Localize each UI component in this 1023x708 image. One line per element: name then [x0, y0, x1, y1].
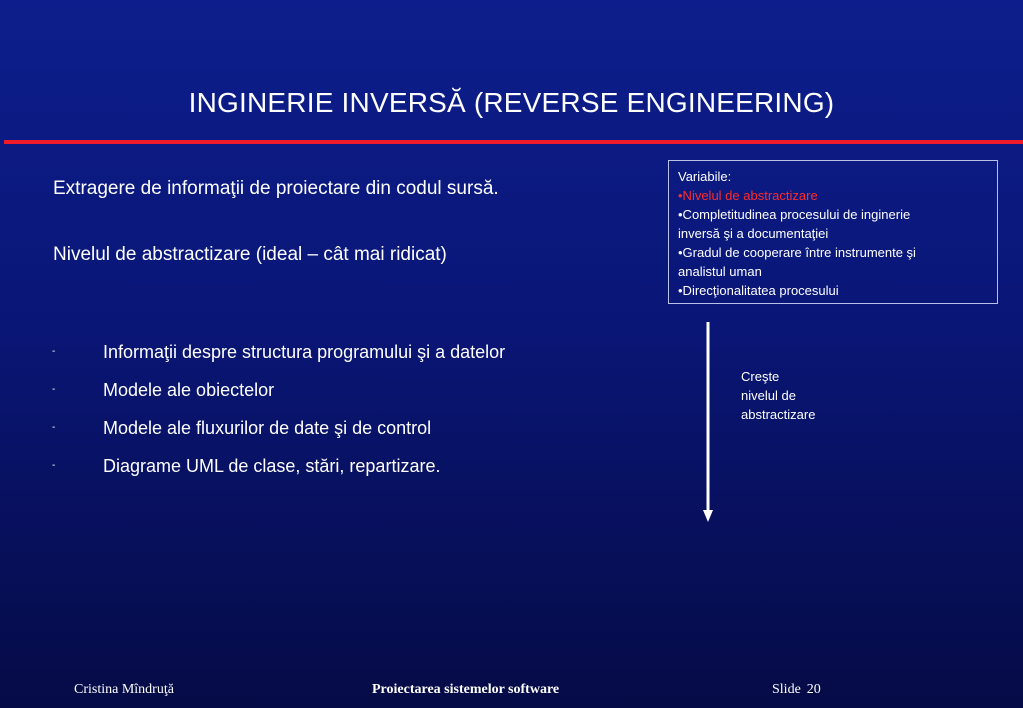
arrow-label [741, 367, 861, 424]
bullet-text: Modele ale obiectelor [103, 380, 275, 400]
variable-item-directionality: •Direcţionalitatea procesului [678, 283, 839, 298]
variable-item-abstraction-level: •Nivelul de abstractizare [678, 188, 818, 203]
footer-author: Cristina Mîndruţă [74, 682, 174, 697]
arrow-label-line: Creşte [741, 369, 780, 384]
title-divider [4, 140, 1023, 144]
slide-number: 20 [806, 682, 821, 697]
intro-line-1: Extragere de informaţii de proiectare din codul sursă. [53, 178, 499, 199]
variables-heading: Variabile: [678, 169, 732, 184]
bullet-marker: - [52, 346, 56, 357]
bullet-text: Modele ale fluxurilor de date şi de control [103, 418, 432, 438]
arrow-label-line: nivelul de [741, 388, 796, 403]
variable-item-completeness-cont: inversă şi a documentaţiei [678, 226, 829, 241]
variable-item-cooperation: •Gradul de cooperare între instrumente şi [678, 245, 916, 260]
bullet-text: Informaţii despre structura programului şi a datelor [103, 342, 506, 362]
footer-course: Proiectarea sistemelor software [372, 682, 560, 697]
footer-slide-number [772, 681, 821, 699]
bullet-marker: - [52, 384, 56, 395]
arrow-label-line: abstractizare [741, 407, 816, 422]
down-arrow-icon [700, 320, 720, 524]
bullet-marker: - [52, 460, 56, 471]
slide-title: INGINERIE INVERSĂ (REVERSE ENGINEERING) [188, 87, 835, 118]
bullet-marker: - [52, 422, 56, 433]
slide-label: Slide [772, 682, 801, 697]
variable-item-completeness: •Completitudinea procesului de inginerie [678, 207, 911, 222]
variables-box [668, 160, 998, 304]
bullet-text: Diagrame UML de clase, stări, repartizare. [103, 456, 441, 476]
variable-item-cooperation-cont: analistul uman [678, 264, 762, 279]
intro-line-2: Nivelul de abstractizare (ideal – cât mai ridicat) [53, 244, 447, 265]
